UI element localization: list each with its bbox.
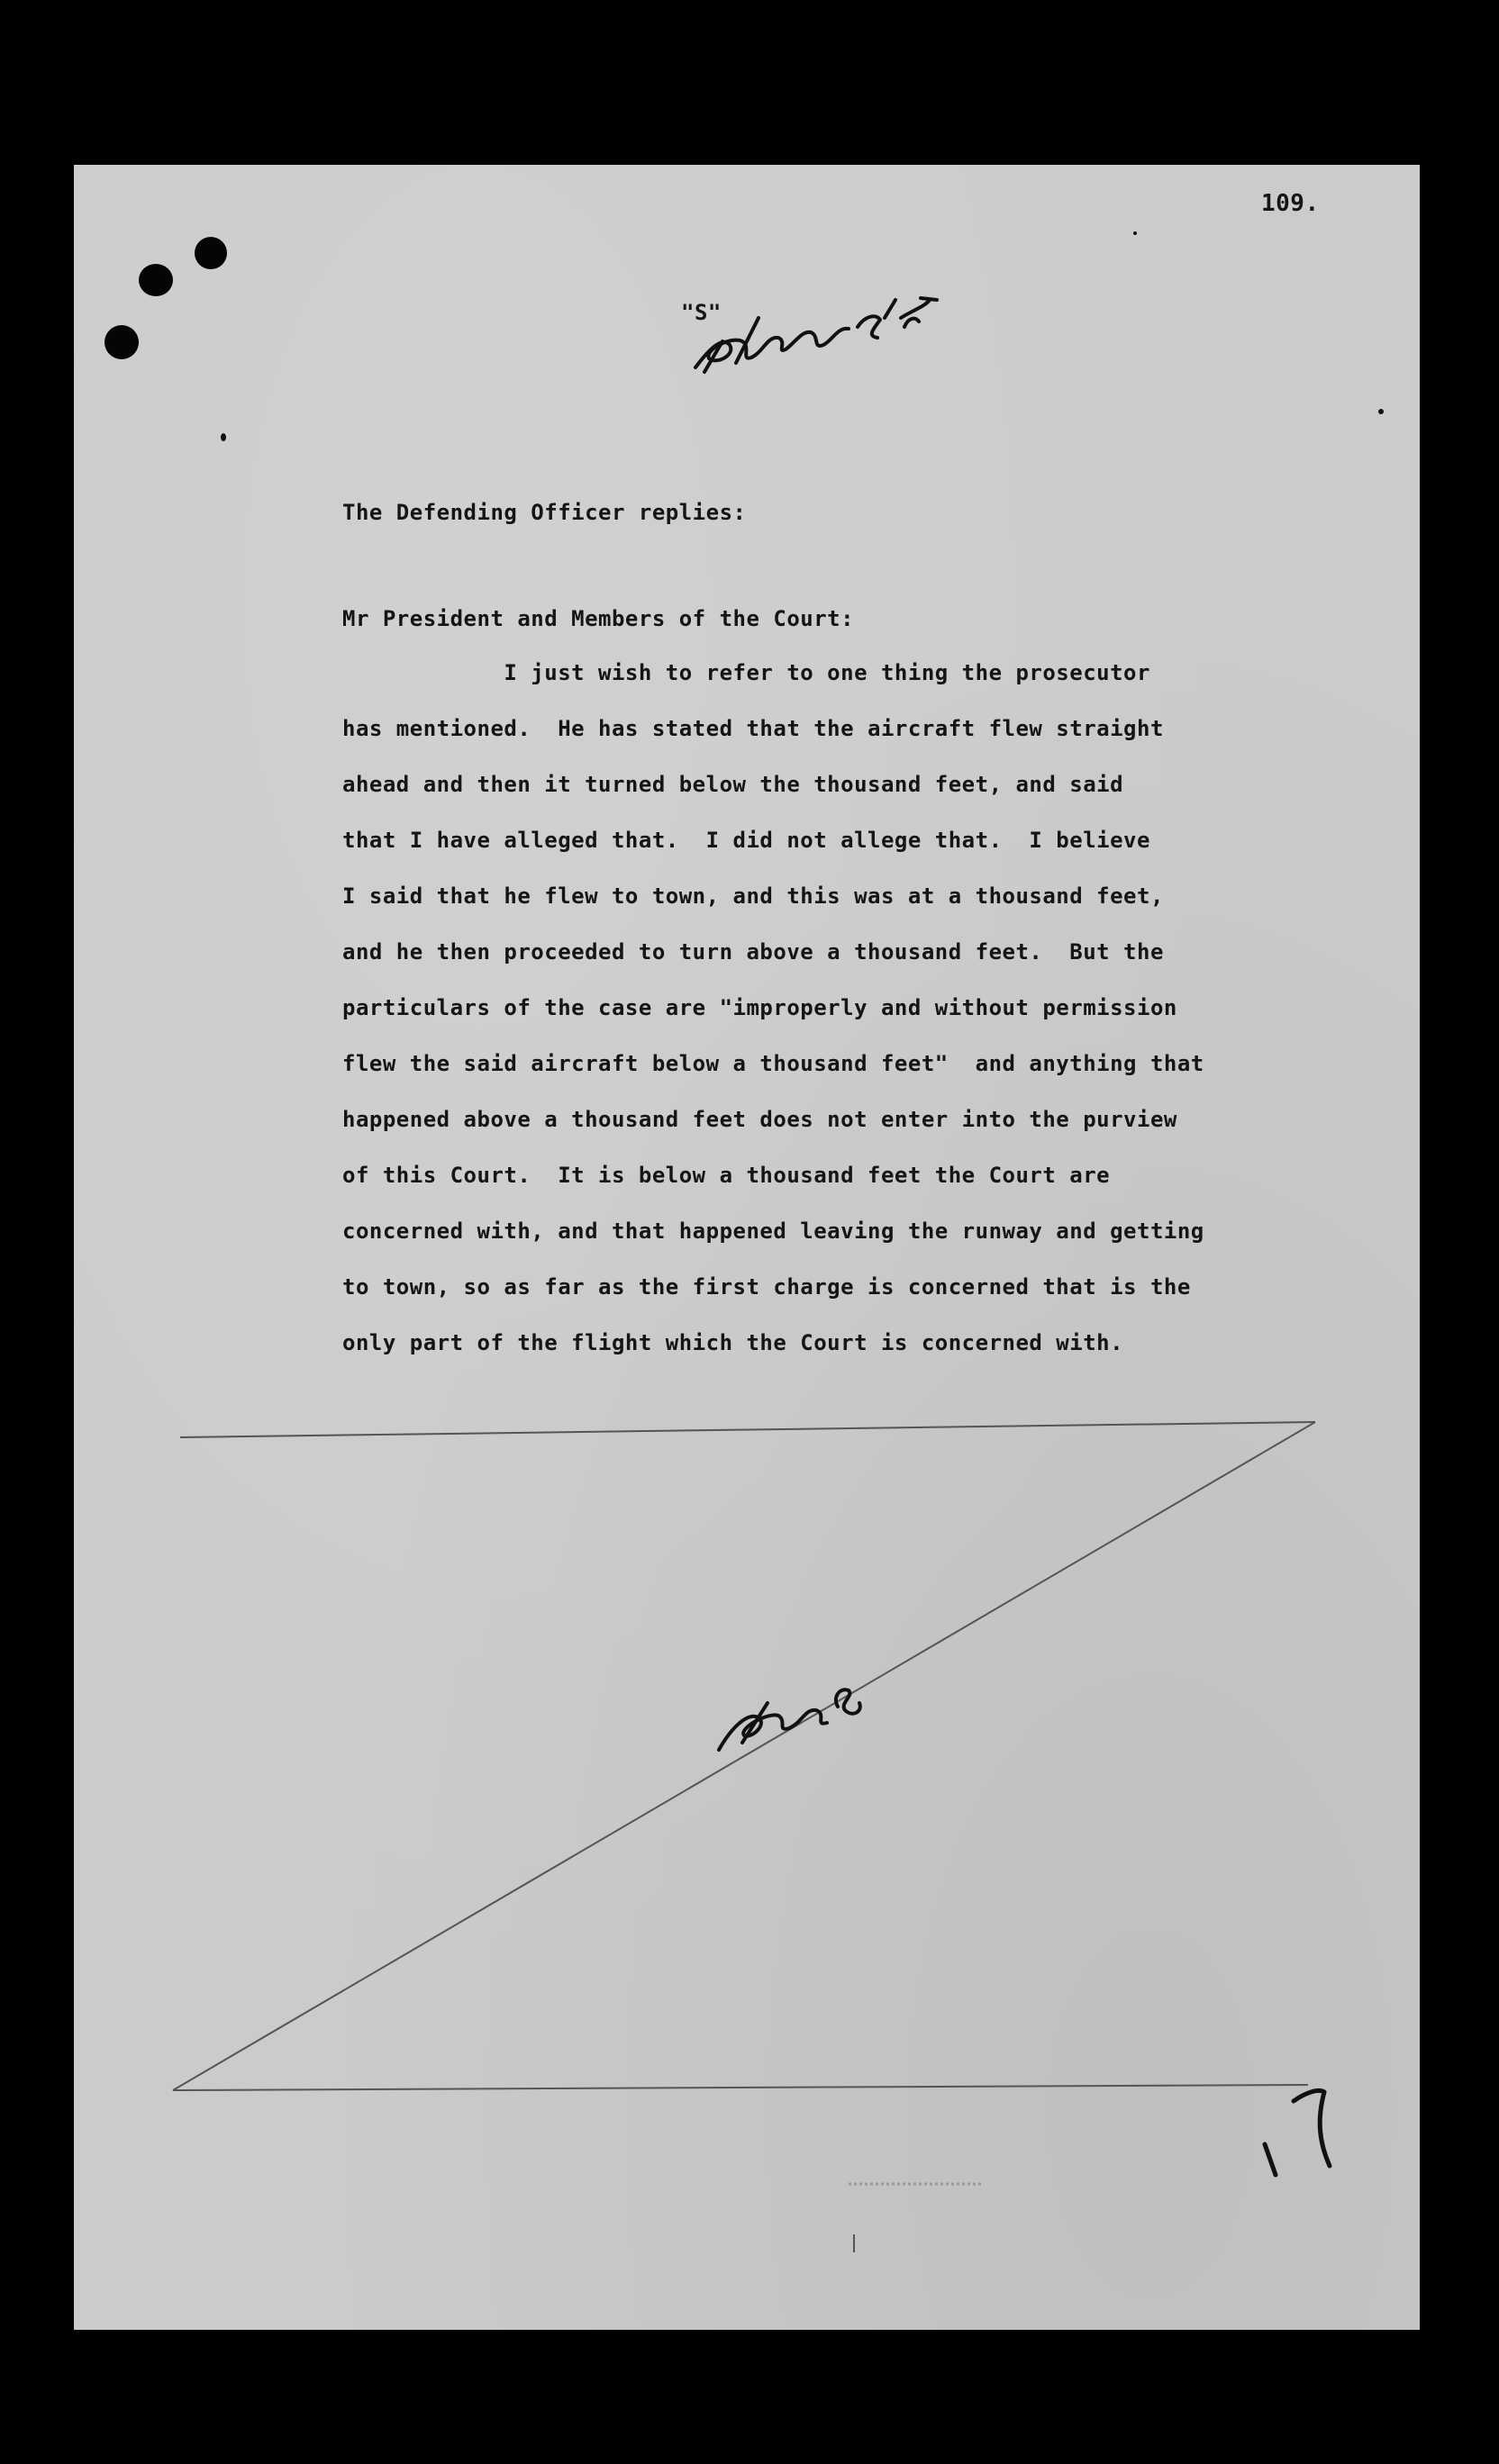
- body-line: has mentioned. He has stated that the aircraft flew straight: [342, 716, 1164, 741]
- page-heading: The Defending Officer replies:: [342, 500, 747, 525]
- page-number: 109.: [1261, 190, 1320, 217]
- strike-diagonal-line: [173, 1422, 1315, 2090]
- annotation-overlay: [74, 165, 1420, 2330]
- body-line: of this Court. It is below a thousand feet the Court are: [342, 1163, 1111, 1188]
- strike-top-line: [180, 1422, 1315, 1437]
- salutation: Mr President and Members of the Court:: [342, 606, 855, 631]
- body-line: particulars of the case are "improperly and without permission: [342, 995, 1177, 1020]
- body-line: to town, so as far as the first charge is concerned that is the: [342, 1274, 1191, 1300]
- document-page: [74, 165, 1420, 2330]
- body-line: I just wish to refer to one thing the prosecutor: [342, 660, 1150, 685]
- body-line: flew the said aircraft below a thousand feet" and anything that: [342, 1051, 1204, 1076]
- body-line: ahead and then it turned below the thousand feet, and said: [342, 772, 1124, 797]
- body-line: only part of the flight which the Court is concerned with.: [342, 1330, 1124, 1355]
- body-line: happened above a thousand feet does not enter into the purview: [342, 1107, 1177, 1132]
- body-line: concerned with, and that happened leaving the runway and getting: [342, 1218, 1204, 1244]
- body-line: and he then proceeded to turn above a thousand feet. But the: [342, 939, 1164, 965]
- strike-bottom-line: [173, 2085, 1308, 2090]
- handwritten-number-icon: [1265, 2090, 1330, 2175]
- handwritten-initials-icon: [695, 298, 937, 372]
- section-mark: "S": [681, 300, 722, 325]
- handwritten-initials-icon: [719, 1689, 860, 1750]
- body-line: that I have alleged that. I did not allege that. I believe: [342, 828, 1150, 853]
- body-line: I said that he flew to town, and this was at a thousand feet,: [342, 883, 1164, 909]
